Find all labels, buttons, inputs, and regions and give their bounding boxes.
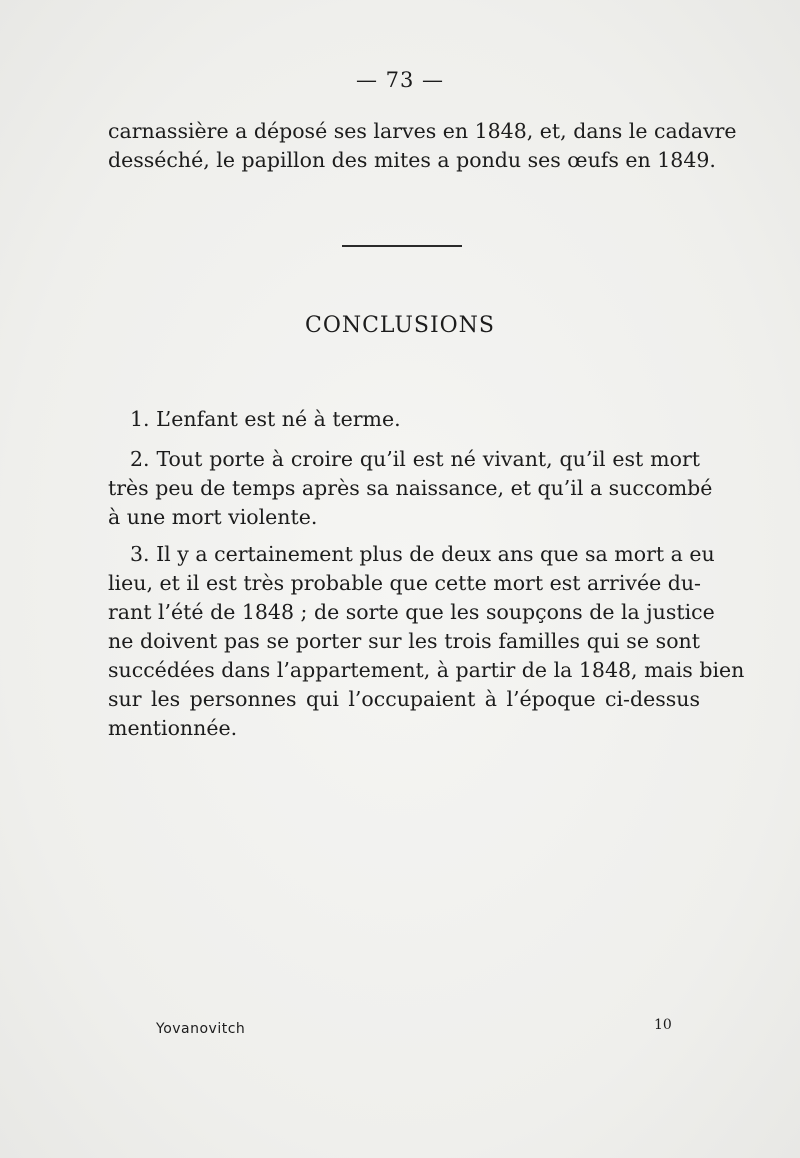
text-line: desséché, le papillon des mites a pondu ses œufs en 1849. [108,148,716,172]
intro-paragraph [108,117,737,175]
text-line: à une mort violente. [108,505,318,529]
section-divider [342,245,462,247]
text-line: très peu de temps après sa naissance, et qu’il a succombé [108,476,713,500]
text-line: 3. Il y a certainement plus de deux ans que sa mort a eu [130,542,715,566]
conclusion-3 [108,540,745,743]
footer-author: Yovanovitch [156,1021,246,1037]
text-line: ne doivent pas se porter sur les trois familles qui se sont [108,629,700,653]
text-line: carnassière a déposé ses larves en 1848, et, dans le cadavre [108,119,737,143]
text-line: sur les personnes qui l’occupaient à l’époque ci-dessus [108,687,700,711]
text-line: rant l’été de 1848 ; de sorte que les soupçons de la justice [108,600,715,624]
text-line: 2. Tout porte à croire qu’il est né vivant, qu’il est mort [130,447,700,471]
page-number: — 73 — [355,68,445,92]
conclusion-1 [108,405,700,434]
text-line: 1. L’enfant est né à terme. [130,407,401,431]
footer-sheet-number: 10 [654,1017,672,1033]
conclusion-2 [108,445,713,532]
text-line: mentionnée. [108,716,238,740]
text-line: lieu, et il est très probable que cette mort est arrivée du- [108,571,701,595]
text-line: succédées dans l’appartement, à partir de la 1848, mais bien [108,658,745,682]
section-heading: CONCLUSIONS [304,313,496,338]
